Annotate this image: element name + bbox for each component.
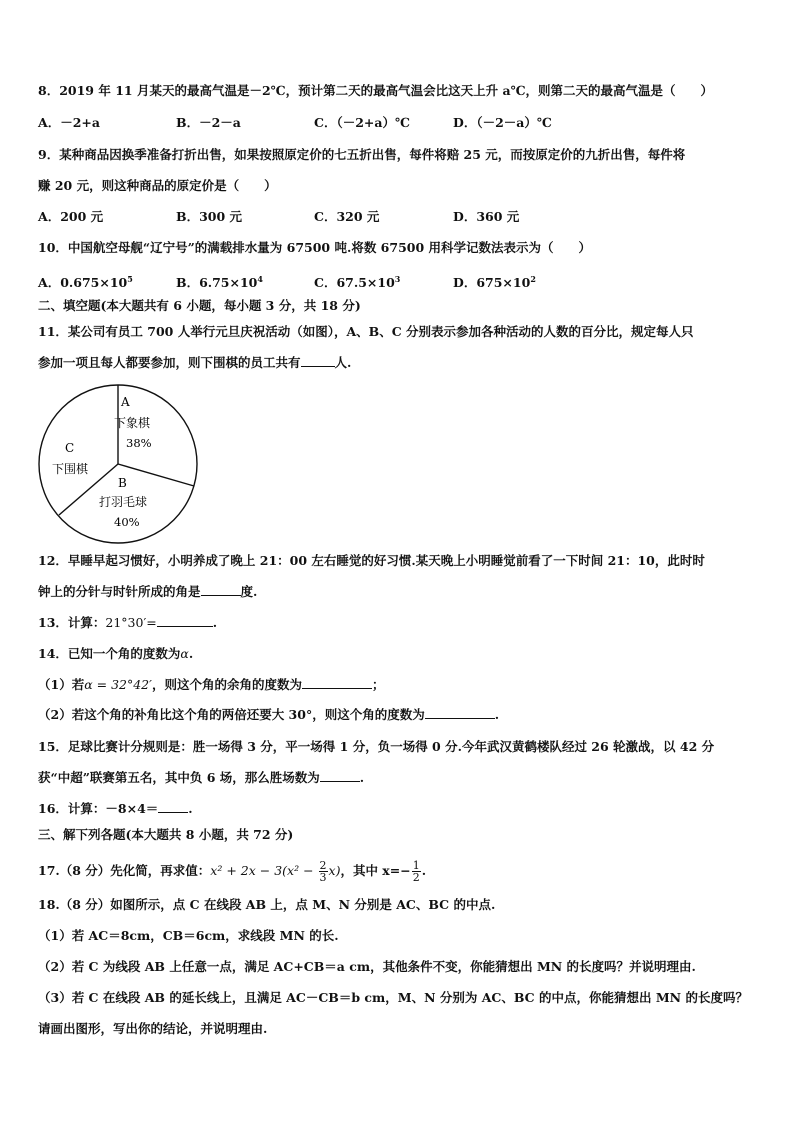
q14-part1: （1）若α = 32°42′，则这个角的余角的度数为 ；	[38, 677, 385, 692]
pie-divider-a-b	[118, 464, 194, 486]
q9-stem-line1: 9．某种商品因换季准备打折出售，如果按照原定价的七五折出售，每件将赔 25 元，而按原定价的九折出售，每件将	[38, 147, 686, 162]
q18-part1: （1）若 AC＝8cm，CB＝6cm，求线段 MN 的长.	[38, 928, 339, 943]
section-3-heading: 三、解下列各题(本大题共 8 小题，共 72 分)	[38, 827, 294, 842]
q10-stem: 10．中国航空母舰“辽宁号”的满载排水量为 67500 吨.将数 67500 用科学记数法表示为（ ）	[38, 240, 592, 255]
answer-blank	[158, 800, 188, 813]
fraction-one-half: $\frac{1}{2}$	[412, 859, 420, 884]
q9-stem-line2: 赚 20 元，则这种商品的原定价是（ ）	[38, 178, 277, 193]
q12-line1: 12．早睡早起习惯好，小明养成了晚上 21：00 左右睡觉的好习惯.某天晚上小明睡觉前看了一下时间 21：10，此时时	[38, 553, 705, 568]
q9-option-a: A．200 元	[38, 209, 104, 224]
q9-option-c: C．320 元	[314, 209, 380, 224]
q18-stem: 18.（8 分）如图所示，点 C 在线段 AB 上，点 M、N 分别是 AC、BC 的中点.	[38, 897, 496, 912]
fraction-two-thirds: $\frac{2}{3}$	[319, 859, 327, 884]
q11-line2: 参加一项且每人都要参加，则下围棋的员工共有 人.	[38, 355, 352, 370]
q11-line1: 11．某公司有员工 700 人举行元旦庆祝活动（如图），A、B、C 分别表示参加各种活动的人数的百分比，规定每人只	[38, 324, 694, 339]
answer-blank	[301, 354, 335, 367]
pie-chart	[36, 382, 200, 546]
q18-part2: （2）若 C 为线段 AB 上任意一点，满足 AC+CB＝a cm，其他条件不变，你能猜想出 MN 的长度吗？并说明理由.	[38, 959, 696, 974]
q8-option-d: D．（－2－a）℃	[453, 115, 552, 130]
q8-option-c: C．（－2+a）℃	[314, 115, 410, 130]
slice-c-letter: C	[65, 441, 75, 455]
section-2-heading: 二、填空题(本大题共有 6 小题，每小题 3 分，共 18 分)	[38, 298, 361, 313]
q9-option-d: D．360 元	[453, 209, 520, 224]
q10-option-a: A．$0.675\times 10^5$	[38, 274, 133, 291]
slice-b-name: 打羽毛球	[99, 495, 148, 509]
q16: 16．计算：－8×4＝ .	[38, 801, 193, 816]
q8-option-b: B．－2－a	[176, 115, 241, 130]
answer-blank	[425, 706, 495, 719]
q9-option-b: B．300 元	[176, 209, 243, 224]
q10-option-c: C．$67.5\times 10^3$	[314, 274, 401, 291]
slice-a-pct: 38%	[126, 436, 152, 450]
answer-blank	[320, 769, 360, 782]
q14-stem: 14．已知一个角的度数为α.	[38, 646, 194, 661]
q10-option-d: D．$675\times 10^2$	[453, 274, 536, 291]
q18-part3-line1: （3）若 C 在线段 AB 的延长线上，且满足 AC－CB＝b cm，M、N 分别为 AC、BC 的中点，你能猜想出 MN 的长度吗？	[38, 990, 748, 1005]
q15-line1: 15．足球比赛计分规则是：胜一场得 3 分，平一场得 1 分，负一场得 0 分.今年武汉黄鹤楼队经过 26 轮激战，以 42 分	[38, 739, 715, 754]
answer-blank	[201, 583, 241, 596]
q17: 17.（8 分）先化简，再求值：x² + 2x − 3(x² − $\frac{2}{3}$ x)，其中 x=− $\frac{1}{2}$ .	[38, 859, 427, 884]
q8-option-a: A．－2+a	[38, 115, 100, 130]
slice-b-letter: B	[118, 476, 127, 490]
slice-a-letter: A	[121, 395, 130, 409]
q14-part2: （2）若这个角的补角比这个角的两倍还要大 30°，则这个角的度数为 .	[38, 707, 500, 722]
q12-line2: 钟上的分针与时针所成的角是 度.	[38, 584, 258, 599]
q18-part3-line2: 请画出图形，写出你的结论，并说明理由.	[38, 1021, 268, 1036]
answer-blank	[157, 614, 213, 627]
slice-c-name: 下围棋	[52, 462, 89, 476]
slice-a-name: 下象棋	[114, 416, 151, 430]
q15-line2: 获“中超”联赛第五名，其中负 6 场，那么胜场数为 .	[38, 770, 365, 785]
q13: 13．计算：21°30′= .	[38, 615, 218, 630]
q8-stem: 8．2019 年 11 月某天的最高气温是－2℃，预计第二天的最高气温会比这天上升 a℃，则第二天的最高气温是（ ）	[38, 83, 714, 98]
q10-option-b: B．$6.75\times 10^4$	[176, 274, 263, 291]
slice-b-pct: 40%	[114, 515, 140, 529]
answer-blank	[302, 676, 372, 689]
